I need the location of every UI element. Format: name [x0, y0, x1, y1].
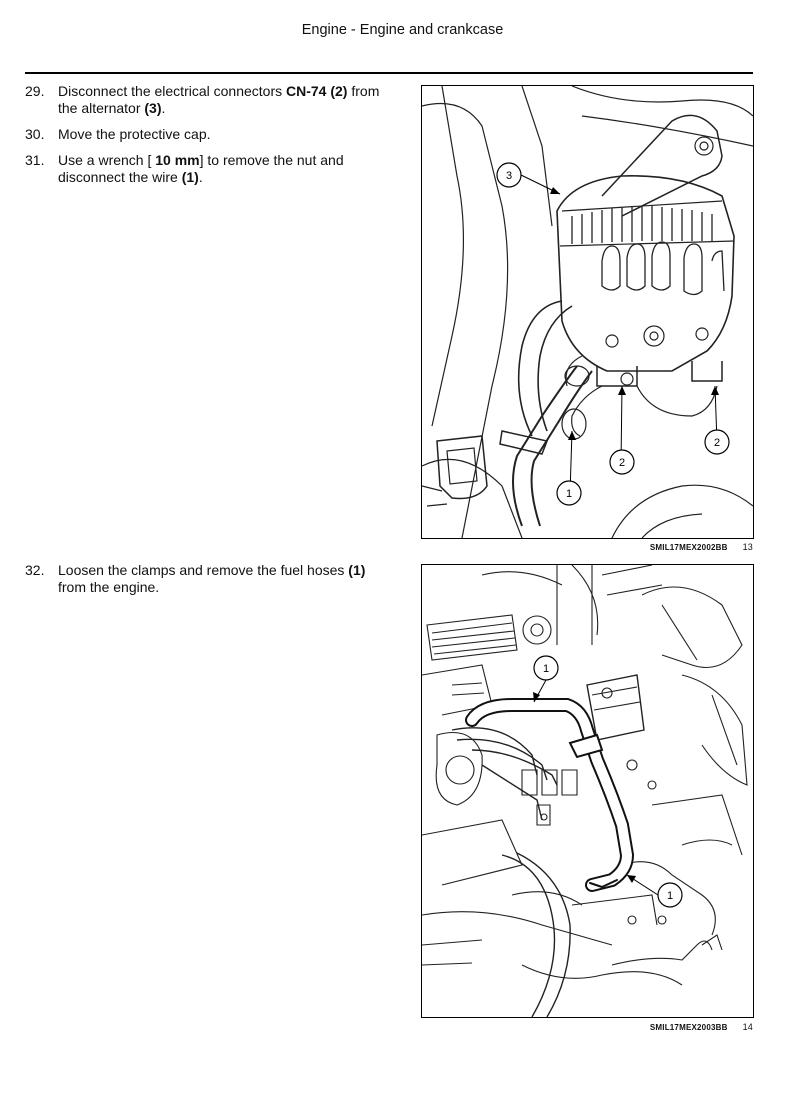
step-text-run: . [198, 169, 203, 185]
step-32 [25, 562, 395, 596]
figure-code: SMIL17MEX2002BB [649, 543, 728, 552]
instruction-steps-2 [25, 562, 395, 605]
step-text-run: ] to remove the nut and disconnect the wire [58, 152, 344, 185]
figure-alternator-illustration [421, 85, 754, 539]
figure-number: 14 [742, 1022, 753, 1032]
callout-label: 3 [505, 170, 513, 182]
step-text-bold: CN-74 [286, 83, 327, 99]
instruction-steps-1 [25, 83, 395, 195]
step-text-run: Move the protective cap. [58, 126, 211, 142]
step-text-bold: (3) [144, 100, 162, 116]
step-text-run: Loosen the clamps and remove the fuel hoses [58, 562, 349, 578]
step-text-run: Disconnect the electrical connectors [58, 83, 286, 99]
callout-label: 2 [713, 437, 721, 449]
figure-code: SMIL17MEX2003BB [649, 1023, 728, 1032]
step-30 [25, 126, 395, 143]
step-text [58, 562, 395, 596]
figure-number: 13 [742, 542, 753, 552]
page-header-title: Engine - Engine and crankcase [301, 22, 504, 38]
step-text [58, 152, 395, 186]
callout-label: 1 [565, 488, 573, 500]
step-29 [25, 83, 395, 117]
step-text-run: Use a wrench [ [58, 152, 156, 168]
step-text-bold: (1) [181, 169, 199, 185]
step-31 [25, 152, 395, 186]
step-text-bold: (2) [330, 83, 348, 99]
step-text-bold: (1) [348, 562, 366, 578]
step-number: 31. [25, 152, 45, 168]
callout-label: 2 [618, 457, 626, 469]
fuel-hoses-drawing [422, 565, 753, 1017]
header-divider [25, 72, 753, 74]
step-number: 29. [25, 83, 45, 99]
callout-label: 1 [542, 663, 550, 675]
figure-fuel-hoses-illustration [421, 564, 754, 1018]
step-number: 30. [25, 126, 45, 142]
step-number: 32. [25, 562, 45, 578]
figure-caption-13 [650, 542, 753, 552]
step-text [58, 126, 395, 143]
callout-label: 1 [666, 890, 674, 902]
step-text [58, 83, 395, 117]
alternator-drawing [422, 86, 753, 538]
step-text-bold: 10 mm [155, 152, 200, 168]
step-text-run: . [161, 100, 166, 116]
step-text-run: from the alternator [58, 83, 380, 116]
step-text-run: from the engine. [58, 579, 160, 595]
figure-caption-14 [650, 1022, 753, 1032]
